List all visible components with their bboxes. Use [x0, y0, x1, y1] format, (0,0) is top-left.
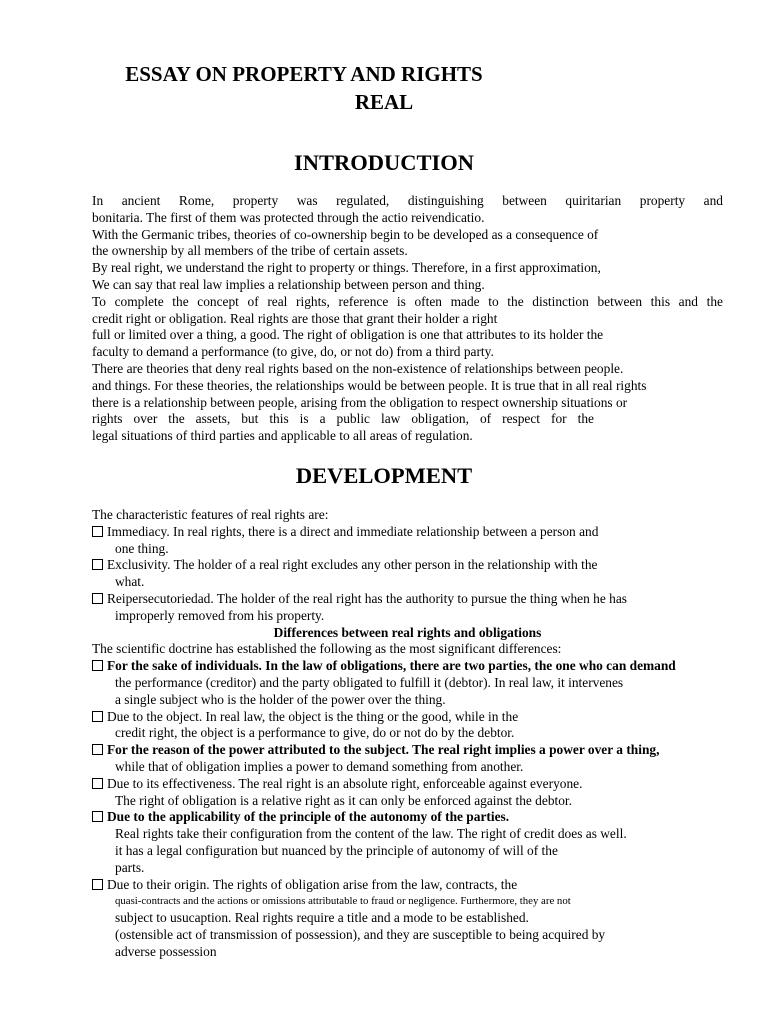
- difference-item: Due to the applicability of the principle of the autonomy of the parties.: [92, 809, 723, 826]
- intro-line: faculty to demand a performance (to give, do, or not do) from a third party.: [92, 344, 494, 360]
- checkbox-bullet-icon: [92, 778, 103, 789]
- difference-item-cont: The right of obligation is a relative right as it can only be enforced against the debtor.: [115, 792, 573, 808]
- development-heading: DEVELOPMENT: [295, 463, 473, 488]
- intro-line: there is a relationship between people, arising from the obligation to respect ownership situations or: [92, 394, 628, 410]
- checkbox-bullet-icon: [92, 711, 103, 722]
- introduction-heading: INTRODUCTION: [293, 150, 475, 175]
- difference-item: Due to the object. In real law, the object is the thing or the good, while in the: [92, 709, 723, 726]
- difference-item-cont: while that of obligation implies a power to demand something from another.: [115, 758, 524, 774]
- intro-line: With the Germanic tribes, theories of co-ownership begin to be developed as a consequence of: [92, 226, 599, 242]
- feature-item-cont: improperly removed from his property.: [115, 607, 325, 623]
- checkbox-bullet-icon: [92, 559, 103, 570]
- intro-line: credit right or obligation. Real rights are those that grant their holder a right: [92, 310, 498, 326]
- intro-line: There are theories that deny real rights based on the non-existence of relationships between people.: [92, 360, 624, 376]
- difference-item-cont: a single subject who is the holder of the power over the thing.: [115, 691, 446, 707]
- differences-intro: The scientific doctrine has established the following as the most significant differences:: [92, 641, 562, 657]
- difference-item-cont: parts.: [115, 859, 145, 875]
- checkbox-bullet-icon: [92, 526, 103, 537]
- difference-item: For the reason of the power attributed to the subject. The real right implies a power over a thing,: [92, 742, 723, 759]
- difference-item-cont: adverse possession: [115, 943, 217, 959]
- feature-item: Exclusivity. The holder of a real right excludes any other person in the relationship with the: [92, 557, 723, 574]
- difference-item: Due to its effectiveness. The real right is an absolute right, enforceable against everyone.: [92, 776, 723, 793]
- difference-item-cont: subject to usucaption. Real rights require a title and a mode to be established.: [115, 910, 529, 926]
- intro-line: To complete the concept of real rights, reference is often made to the distinction between this and the: [92, 293, 723, 309]
- feature-item: Immediacy. In real rights, there is a direct and immediate relationship between a person and: [92, 524, 723, 541]
- development-body: [92, 507, 723, 961]
- difference-item-cont: (ostensible act of transmission of possession), and they are susceptible to being acquired by: [115, 926, 606, 942]
- difference-item: Due to their origin. The rights of obligation arise from the law, contracts, the: [92, 877, 723, 894]
- intro-line: We can say that real law implies a relationship between person and thing.: [92, 276, 485, 292]
- feature-item-cont: one thing.: [115, 540, 169, 556]
- difference-item-cont: credit right, the object is a performance to give, do or not do by the debtor.: [115, 725, 515, 741]
- difference-item-cont: quasi-contracts and the actions or omissions attributable to fraud or negligence. Furthermore, they are not: [115, 895, 571, 908]
- checkbox-bullet-icon: [92, 811, 103, 822]
- intro-line: By real right, we understand the right to property or things. Therefore, in a first approximation,: [92, 260, 601, 276]
- checkbox-bullet-icon: [92, 744, 103, 755]
- difference-item: For the sake of individuals. In the law of obligations, there are two parties, the one who can demand: [92, 658, 723, 675]
- intro-line: bonitaria. The first of them was protected through the actio reivendicatio.: [92, 209, 485, 225]
- document-title-line-2: REAL: [354, 90, 414, 114]
- intro-line: In ancient Rome, property was regulated, distinguishing between quiritarian property and: [92, 193, 723, 208]
- difference-item-cont: it has a legal configuration but nuanced by the principle of autonomy of will of the: [115, 842, 558, 858]
- checkbox-bullet-icon: [92, 660, 103, 671]
- feature-item-cont: what.: [115, 574, 145, 590]
- difference-item-cont: Real rights take their configuration from the content of the law. The right of credit does as well.: [115, 826, 627, 842]
- checkbox-bullet-icon: [92, 879, 103, 890]
- difference-item-cont: the performance (creditor) and the party obligated to fulfill it (debtor). In real law, it intervenes: [115, 674, 624, 690]
- development-intro: The characteristic features of real rights are:: [92, 507, 329, 522]
- differences-heading: Differences between real rights and obligations: [273, 624, 542, 640]
- intro-line: and things. For these theories, the relationships would be between people. It is true that in all real rights: [92, 377, 647, 393]
- checkbox-bullet-icon: [92, 593, 103, 604]
- document-title-line-1: ESSAY ON PROPERTY AND RIGHTS: [125, 62, 483, 86]
- introduction-body: [92, 193, 723, 445]
- intro-line: legal situations of third parties and applicable to all areas of regulation.: [92, 428, 473, 444]
- intro-line: full or limited over a thing, a good. The right of obligation is one that attributes to its holder the: [92, 327, 604, 343]
- intro-line: the ownership by all members of the tribe of certain assets.: [92, 243, 408, 259]
- feature-item: Reipersecutoriedad. The holder of the real right has the authority to pursue the thing when he has: [92, 591, 723, 608]
- intro-line: rights over the assets, but this is a public law obligation, of respect for the: [92, 411, 594, 427]
